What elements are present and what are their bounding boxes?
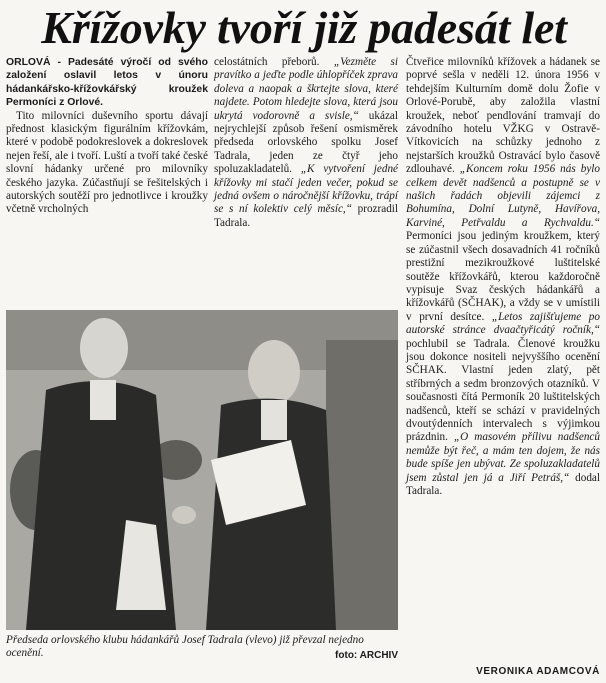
body-text: prozradil Tadrala. — [214, 203, 399, 229]
body-text: Permoníci jsou jediným kroužkem, který se zúčastnil všech dosavadních 41 ročníků prestižní mezikroužkové luštitelské soutěže křížovkářů, kterou každoročně vypisuje Svaz českých hádankářů a křížovkářů (SČHAK), a vždy se v umístili v první desítce. — [406, 230, 600, 323]
paragraph — [6, 110, 208, 217]
column-2 — [214, 56, 398, 230]
body-text: celostátních přeborů. — [214, 56, 320, 68]
photo-credit: foto: ARCHIV — [335, 650, 398, 661]
caption-text: Předseda orlovského klubu hádankářů Josef Tadrala (vlevo) již převzal nejedno ocenění. — [6, 634, 364, 660]
body-text: Tito milovníci duševního sportu dávají přednost klasickým figurálním křížovkám, které v podobě podokreslovek a dokreslovek nejen řeší, ale i tvoří. Luští a tvoří také české slovní hádanky určené pro milovníky českého jazyka. Zúčastňují se řešitelských i autorských soutěží pro jednotlivce i kroužky včetně vrcholných — [6, 109, 208, 216]
body-text: pochlubil se Tadrala. Členové kroužku jsou dokonce nositeli nejvyššího ocenění SČHAK. Vlastní jeden zlatý, pět stříbrných a sedm bronzových otazníků. V současnosti čítá Permoník 20 luštitelských nadšenců, kteří se schází v pravidelných dvoutýdenních intervalech s výjimkou prázdnin. — [406, 337, 600, 444]
lead-paragraph — [6, 56, 208, 110]
paragraph — [214, 56, 398, 230]
quote-text: „K vytvoření jedné křížovky mi stačí jeden večer, pokud se jedná ovšem o náročnější křížovku, trápí se s ní kolektiv celý měsíc,“ — [214, 163, 398, 216]
paragraph — [406, 56, 600, 498]
column-3 — [406, 56, 600, 498]
body-text: ukázal nejrychlejší způsob řešení osmisměrek předseda orlovského spolku Josef Tadrala, jeden ze čtyř jeho spoluzakladatelů. — [214, 109, 398, 176]
quote-text: „Koncem roku 1956 nás bylo celkem devět nadšenců a postupně se v našich řadách objevili zájemci z Bohumína, Dolní Lutyně, Havířova, Karviné, Petřvaldu a Rychvaldu.“ — [406, 163, 600, 229]
body-text: Čtveřice milovníků křížovek a hádanek se poprvé sešla v neděli 12. února 1956 v tehdejším Kulturním domě dolu Žofie v Orlové-Porubě, aby založila vlastní kroužek, neboť pendlování tramvají do závodního hotelu VŽKG v Ostravě-Vítkovicích na schůzky jednoho z nejstarších kroužků Ostravácí bylo časově zdlouhavé. — [406, 56, 600, 176]
quote-text: „Vezměte si pravítko a jeďte podle úhlopříček zprava doleva a naopak a škrtejte slova, které najdete. Potom hledejte slova, která jsou ukrytá vodorovně a svisle,“ — [214, 56, 398, 122]
article-photo — [6, 310, 398, 630]
article-headline: Křížovky tvoří již padesát let — [41, 2, 567, 53]
quote-text: „O masovém přílivu nadšenců nemůže být řeč, a mám ten dojem, že nás bude spíše jen ubývat. Ze spoluzakladatelů jsem zůstal jen já a Jiří Petráš,“ — [406, 431, 600, 484]
body-text: dodal Tadrala. — [406, 471, 600, 497]
photo-illustration — [6, 310, 398, 630]
article-author: VERONIKA ADAMCOVÁ — [476, 666, 600, 677]
lead-text: ORLOVÁ - Padesáté výročí od svého založení oslavil letos v únoru hádankářsko-křížovkářský kroužek Permoníci z Orlové. — [6, 57, 208, 109]
column-1 — [6, 56, 208, 217]
quote-text: „Letos zajišťujeme po autorské stránce dvaačtyřicátý ročník,“ — [406, 310, 600, 337]
